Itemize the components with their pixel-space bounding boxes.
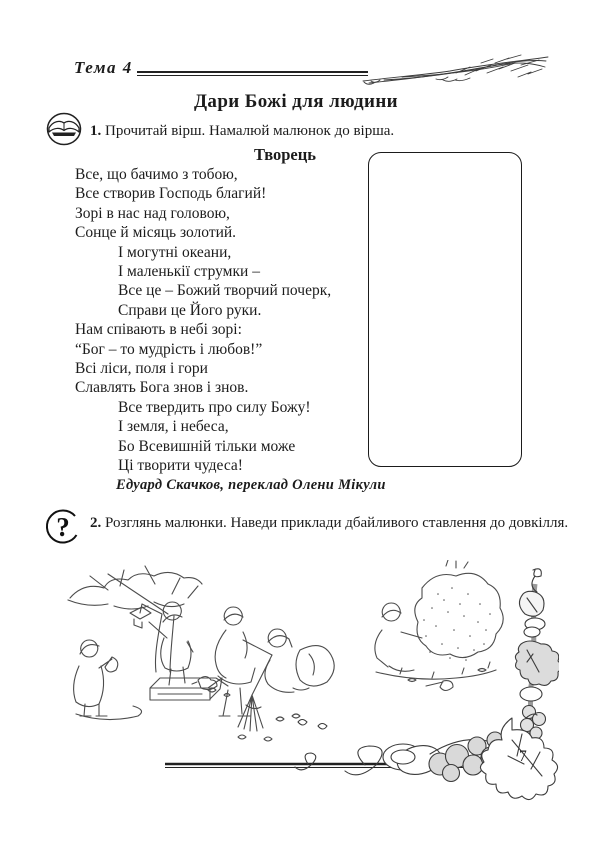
task2-label: Розглянь малюнки. Наведи приклади дбайливого ставлення до довкілля. <box>105 515 569 531</box>
question-glyph: ? <box>56 512 70 542</box>
poem-line: І маленькії струмки – <box>118 263 260 281</box>
poem-line: Ці творити чудеса! <box>118 457 243 475</box>
poem-line: Всі ліси, поля і гори <box>75 360 208 378</box>
drawing-area-box <box>368 152 522 467</box>
poem-line: Все це – Божий творчий почерк, <box>118 282 332 300</box>
task1-label: Прочитай вірш. Намалюй малюнок до вірша. <box>105 123 395 139</box>
poem-line: І земля, і небеса, <box>118 418 229 436</box>
bottom-border-decoration <box>160 712 572 812</box>
planting-bush-scene-illustration <box>360 560 516 704</box>
poem-line: І могутні океани, <box>118 243 232 261</box>
poem-line: Справи це Його руки. <box>118 301 262 319</box>
poem-line: Все твердить про силу Божу! <box>118 398 311 416</box>
poem-line: “Бог – то мудрість і любов!” <box>75 340 263 358</box>
page-number: 7 <box>519 748 527 765</box>
poem-line: Зорі в нас над головою, <box>75 204 230 222</box>
theme-label: Тема 4 <box>74 58 133 77</box>
poem-line: Нам співають в небі зорі: <box>75 321 242 339</box>
poem-title: Творець <box>254 145 316 164</box>
poem-line: Все, що бачимо з тобою, <box>75 166 238 183</box>
task2-instruction <box>90 513 589 533</box>
task1-number: 1. <box>90 123 102 139</box>
poem-line: Все створив Господь благий! <box>75 185 267 203</box>
poem-text <box>75 165 331 476</box>
page-title: Дари Божі для людини <box>193 91 399 112</box>
header-rule <box>137 71 368 76</box>
task2-number: 2. <box>90 515 102 531</box>
poem-line: Сонце й місяць золотий. <box>75 224 237 242</box>
poem-line: Славлять Бога знов і знов. <box>75 379 249 397</box>
poem-attribution: Едуард Скачков, переклад Олени Мікули <box>116 477 386 493</box>
task1-instruction <box>90 121 550 141</box>
question-mark-icon <box>43 508 83 550</box>
poem-line: Бо Всевишній тільки може <box>118 437 296 455</box>
open-book-icon <box>43 110 85 147</box>
wheat-decoration-icon <box>360 50 552 92</box>
